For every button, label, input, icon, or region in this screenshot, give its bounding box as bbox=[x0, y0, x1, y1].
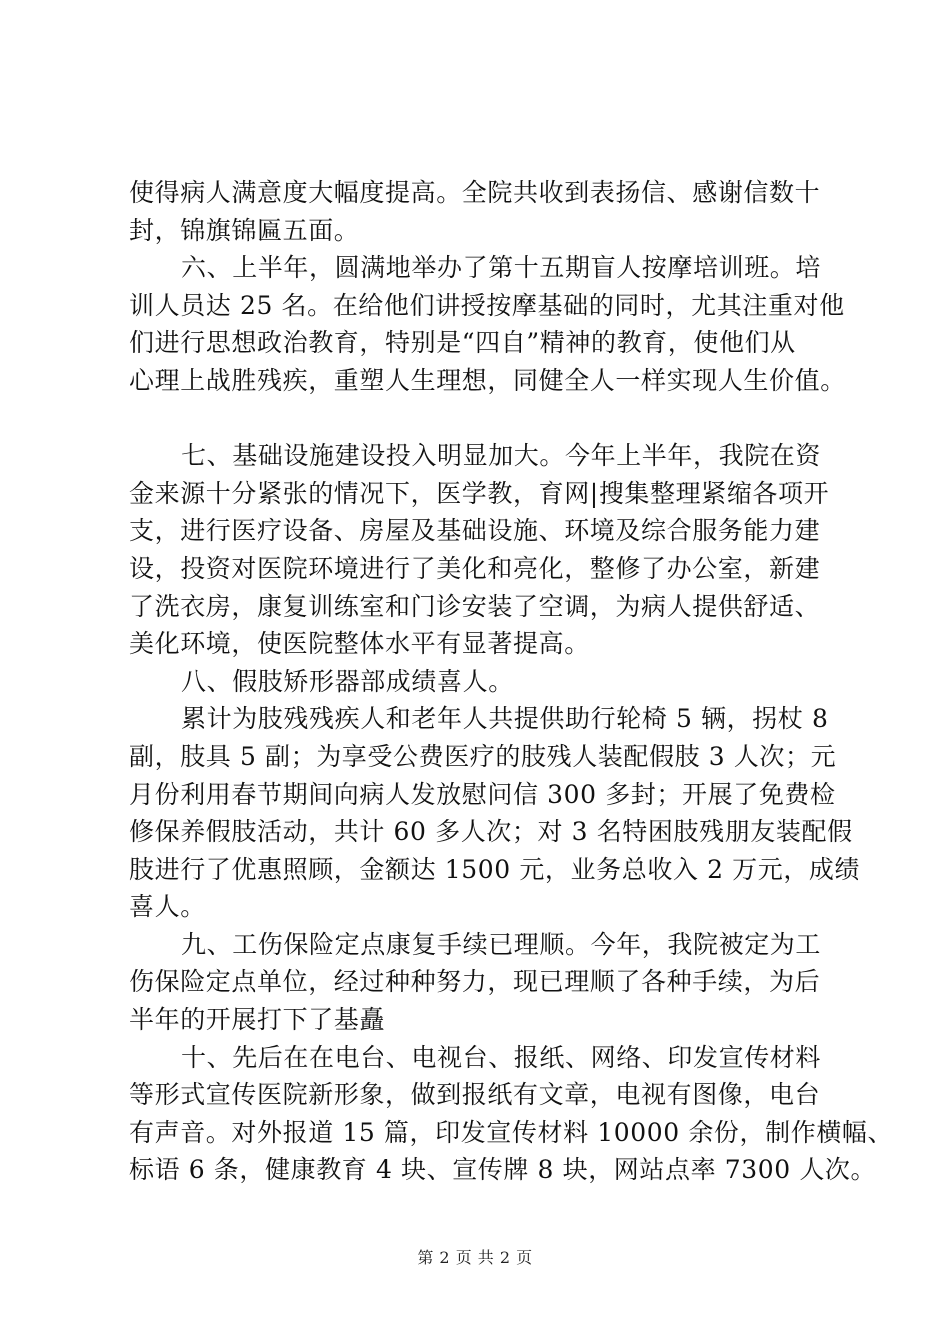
text-line: 月份利用春节期间向病人发放慰问信 300 多封；开展了免费检 bbox=[129, 779, 836, 809]
text-line: 心理上战胜残疾，重塑人生理想，同健全人一样实现人生价值。 bbox=[129, 365, 846, 395]
paragraph-9-line: 九、工伤保险定点康复手续已理顺。今年，我院被定为工 bbox=[181, 929, 822, 959]
paragraph-10-line: 十、先后在在电台、电视台、报纸、网络、印发宣传材料 bbox=[181, 1042, 822, 1072]
text-line: 美化环境，使医院整体水平有显著提高。 bbox=[129, 629, 590, 659]
paragraph-6-line: 六、上半年，圆满地举办了第十五期盲人按摩培训班。培 bbox=[181, 253, 822, 283]
paragraph-gap bbox=[129, 400, 829, 438]
text-line: 了洗衣房，康复训练室和门诊安装了空调，为病人提供舒适、 bbox=[129, 591, 821, 621]
paragraph-8-heading: 八、假肢矫形器部成绩喜人。 bbox=[181, 666, 514, 696]
paragraph-8-line: 累计为肢残残疾人和老年人共提供助行轮椅 5 辆，拐杖 8 bbox=[181, 704, 829, 734]
page-number-footer: 第 2 页 共 2 页 bbox=[417, 1248, 533, 1267]
text-line: 等形式宣传医院新形象，做到报纸有文章，电视有图像，电台 bbox=[129, 1080, 821, 1110]
text-line: 金来源十分紧张的情况下，医学教，育网|搜集整理紧缩各项开 bbox=[129, 478, 830, 508]
text-line: 副，肢具 5 副；为享受公费医疗的肢残人装配假肢 3 人次；元 bbox=[129, 741, 837, 771]
text-line: 标语 6 条，健康教育 4 块、宣传牌 8 块，网站点率 7300 人次。 bbox=[129, 1155, 877, 1185]
text-line: 肢进行了优惠照顾，金额达 1500 元，业务总收入 2 万元，成绩 bbox=[129, 854, 861, 884]
text-line: 训人员达 25 名。在给他们讲授按摩基础的同时，尤其注重对他 bbox=[129, 290, 845, 320]
text-line: 有声音。对外报道 15 篇，印发宣传材料 10000 余份，制作横幅、 bbox=[129, 1117, 894, 1147]
text-line: 支，进行医疗设备、房屋及基础设施、环境及综合服务能力建 bbox=[129, 516, 821, 546]
text-line: 使得病人满意度大幅度提高。全院共收到表扬信、感谢信数十 bbox=[129, 178, 821, 207]
text-line: 修保养假肢活动，共计 60 多人次；对 3 名特困肢残朋友装配假 bbox=[129, 817, 853, 847]
paragraph-7-line: 七、基础设施建设投入明显加大。今年上半年，我院在资 bbox=[181, 441, 822, 471]
text-line: 设，投资对医院环境进行了美化和亮化，整修了办公室，新建 bbox=[129, 553, 821, 583]
text-line: 伤保险定点单位，经过种种努力，现已理顺了各种手续，为后 bbox=[129, 967, 821, 997]
text-line: 们进行思想政治教育，特别是“四自”精神的教育，使他们从 bbox=[129, 328, 796, 358]
document-body bbox=[129, 174, 894, 1189]
text-line: 半年的开展打下了基矗 bbox=[129, 1005, 386, 1035]
text-line: 封，锦旗锦匾五面。 bbox=[129, 215, 360, 245]
text-line: 喜人。 bbox=[129, 892, 206, 922]
